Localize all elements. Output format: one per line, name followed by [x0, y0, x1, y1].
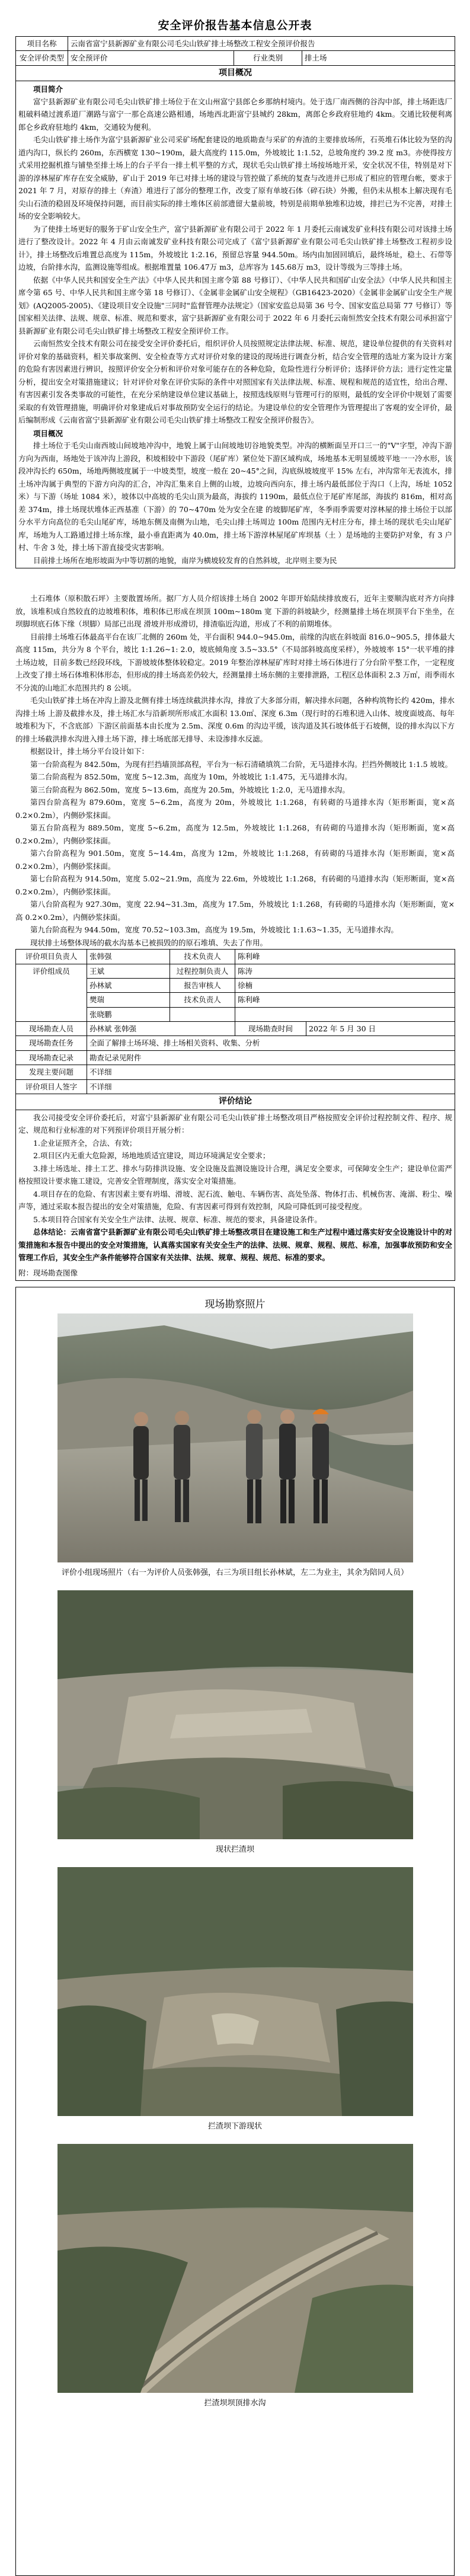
- project-name-label: 项目名称: [16, 37, 68, 51]
- industry-label: 行业类别: [234, 51, 302, 65]
- onsite-label: 现场勘查人员: [16, 1022, 87, 1036]
- attachment-note: 附：现场勘查图像: [18, 1268, 78, 1277]
- overview-p9: 目前排土场堆石体最高平台在该厂北侧的 260m 处，平台面积 944.0~945.0m，前缘的沟底在斜坡面 816.0~905.5，排体最大高度 115m，共分为 8 个平台，坡比 1:1.26~1: 2.0，坡底倾角度 3.5~33.5°（不局部斜坡高度采样），外坡坡率 15°一状平堆的排土场边坡，目前多数已经段环线，下游坡坡体整体较稳定。2019 年整治淳林屋矿库时对排土场石体进行了分台阶平整工作，一定程度上改变了排土场石体堆积体形态，但形成的排土场高差仍较大，经测量排土场东侧的主要排泄路，工程区总体面积 2.3 万㎡，雨季雨水不分流的山地汇水范围共约 8 公顷。: [15, 632, 455, 692]
- overview-p7: 目前排土场所在地形坡面为中等切割的地貌，南岸为横坡较发育的自然斜坡，北岸则主要为民: [33, 555, 337, 565]
- onsite-people: 孙林斌 张韩强: [87, 1022, 235, 1036]
- overview-p21: 现状排土场整体现场的截水沟基本已被损毁的的原石堆填、失去了作用。: [30, 938, 268, 947]
- conclusion-content: [16, 1110, 455, 1281]
- conclusion-p2: 1.企业证照齐全，合法、有效；: [33, 1138, 137, 1148]
- conclusion-overall: 总体结论：云南省富宁县新源矿业有限公司毛尖山铁矿排土场整改项目在建设施工和生产过程中通过落实好安全设施设计中的对策措施和本报告中提出的安全对策措施，认真落实国家有关安全生产的法律、法规、规章、规程、规范、标准，加强事故预防和安全管理工作后，其安全生产条件能够符合国家有关法律、法规、规章、规程、规范、标准的要求。: [18, 1228, 453, 1263]
- caption-dam: 现状拦渣坝: [215, 1845, 254, 1854]
- conclusion-header: 评价结论: [16, 1094, 455, 1110]
- industry: 排土场: [302, 51, 455, 65]
- overview-p3: 为了使排土场更好的服务于矿山安全生产，富宁县新源矿业有限公司于 2022 年 1 月委托云南诚发矿业科技有限公司对该排土场进行了整改设计。2022 年 4 月由云南诚发矿业科技有限公司完成了《富宁县新源矿业有限公司毛尖山铁矿排土场整改工程初步设计》，排土场整改后堆置总高度为 115m，外坡坡比 1:2.16，预留总容量 944.50m。场内由加固回填后，最终场址，稳土、石带等边坡，台阶排水沟，监测设施等组成。根据堆置量 106.47万 m3，总库容为 145.68万 m3，设计等级为三等排土场。: [18, 224, 453, 272]
- overview-p12: 第一台阶高程为 842.50m，为现有拦挡墙顶部高程，平台为一标石清碴填筑二台阶，无马道排水沟。拦挡外侧坡比 1:1.5 坡坡。: [30, 759, 453, 769]
- overview-p14: 第三台阶高程为 862.50m，宽度 5~13.6m，高度为 20.5m，外坡坡比 1:2.0，无马道排水沟。: [30, 785, 350, 794]
- overview-sub2: 项目概况: [33, 429, 63, 438]
- onsite-time-label: 现场勘查时间: [235, 1022, 306, 1036]
- overview-p15: 第四台阶高程为 879.60m，宽度 5~6.2m，高度为 20m，外坡坡比 1:1.268，有转砌的马道排水沟（矩形断面，宽×高 0.2×0.2m），内侧砂浆抹面。: [15, 798, 455, 820]
- photo-section: [15, 1287, 455, 2576]
- team-member: 樊瑞: [87, 993, 170, 1007]
- team-person: 徐楠: [235, 978, 455, 992]
- info-table: [15, 36, 455, 568]
- photo-section-title: 现场勘察照片: [204, 1299, 266, 1311]
- team-member: 孙林斌: [87, 978, 170, 992]
- caption-drain: 拦渣坝坝顶排水沟: [204, 2398, 266, 2408]
- conclusion-p4: 3.排土场选址、排土工艺、排水与防排洪设施、安全设施及监测设施设计合理，满足安全要求，可保障安全生产；建设单位需严格按照设计要求施工建设，完善安全管理制度，落实安全对策措施。: [18, 1164, 453, 1186]
- signature-label: 评价项目人签字: [16, 1079, 87, 1094]
- project-name: 云南省富宁县新源矿业有限公司毛尖山铁矿排土场整改工程安全预评价报告: [68, 37, 455, 51]
- overview-p8: 土石堆体（原积散石坪）主要散置场所。据厂方人员介绍该排土场自 2002 年即开始陆续排放废石，近年主要顺沟底对齐方向排放，该堆积成自然较直的边坡堆积体，堆积体已形成在坝顶 100m~180m 宽 下游的斜坡缺少，经测量排土场在坝顶平台下坐坐，在坝脚坝底石体下缘（坝脚）局部已出现 滑坡并形成滑切，排渣临近沟道，形成了不利的前期堆体。: [15, 594, 455, 629]
- signature: 不详细: [87, 1079, 455, 1094]
- overview-p4: 依据《中华人民共和国安全生产法》《中华人民共和国主席令第 88 号修订）、《中华人民共和国矿山安全法》（中华人民共和国主席令第 65 号、中华人民共和国主席令第 18 号修订）、《金属非金属矿山安全规程》（GB16423-2020）《金属非金属矿山安全生产规划》(AQ2005-2005)、《建设项目安全设施"三同时"监督管理办法规定》（国家安监总局第 36 号令、国家安监总局第 77 号修订）等国家相关法律、法规、规章、标准、规范和要求，富宁县新源矿业有限公司于 2022 年 6 月委托云南恒然安全技术有限公司承担富宁县新源矿业有限公司毛尖山铁矿排土场整改工程安全预评价工作。: [18, 275, 453, 335]
- col-role: 技术负责人: [170, 950, 235, 964]
- team-member: 张晓鹏: [87, 1007, 170, 1021]
- team-person: 陈利峰: [235, 993, 455, 1007]
- manager-name: 张韩强: [87, 950, 170, 964]
- eval-type: 安全预评价: [68, 51, 234, 65]
- overview-p6: 排土场位于毛尖山南西坡山间坡地冲沟中，地貌上属于山间坡地切谷地貌类型。冲沟的横断面呈开口三一的"V"字型，冲沟下游方向为西南，场地处于该冲沟上游段，积坡相较中下游段（尾矿库）紧位处下游区域构成，场地基本无明显缓坡平地一一冷水形，该段冲沟长约 650m，场地两侧坡度属于一中坡类型，坡度一般在 20~45°之间，沟底纵坡坡度平 15% 左右，冲沟常年无表流水，排土场冲沟属于典型的下游方向沟的汇合，冲沟汇集来自上侧的山坡，边坡向西向东，排土场内最低部位于沟口（上沟，场址 1052 米）与下游（场址 1084 米），坡体以中高坡的毛尖山顶为最高，海拔约 1190m，最低点位于尾矿库尾部，海拔约 816m，相对高差 374m，排土场现状堆体正西基准（下游）的 70~470m 处为安全在建 的坡脚尾矿库，冬季雨季需要对淳林屋的排土场位于以部分水平方向高位的毛尖山尾矿库，场地东侧及南侧为山地，毛尖山排土场周边 100m 范围内无村庄分布，排土场的现状毛尖山尾矿库，场地为人工路通过排土场东缘，最小垂直距离为 40.0m，排土场下游淳林屋尾矿库坝基（土 ）是场地的主要防护对象，有 3 户村、牛舍 3 处，排土场下游直接受灾害影响。: [18, 441, 453, 552]
- col-person: 陈利峰: [235, 950, 455, 964]
- overview-p17: 第六台阶高程为 901.50m，宽度 5~14.4m，高度为 12m，外坡坡比 1:1.268，有砖砌的马道排水沟（矩形断面，宽×高 0.2×0.2m），内侧砂浆抹面。: [15, 849, 455, 871]
- overview-p16: 第五台阶高程为 889.50m，宽度 5~6.2m，高度为 12.5m，外坡坡比 1:1.268，有砖砌的马道排水沟（矩形断面，宽×高 0.2×0.2m），内侧砂浆抹面。: [15, 823, 455, 845]
- conclusion-p6: 5.本项目符合国家有关安全生产法律、法规、规章、标准、规范的要求，具备建设条件。: [33, 1215, 322, 1224]
- onsite-time: 2022 年 5 月 30 日: [306, 1022, 455, 1036]
- team-person: [235, 1007, 455, 1021]
- tasks: 全面了解排土场环境、排土场相关资料、收集、分析: [87, 1036, 455, 1050]
- team-role: 技术负责人: [170, 993, 235, 1007]
- overview-p1: 富宁县新源矿业有限公司毛尖山铁矿排土场位于在文山州富宁县郎仑乡那纳村境内。处于选厂南西侧的谷沟中部，排土场距选厂粗破料碴过渡系道厂潮路与富宁一那仑高速公路相通，场地西北距富宁县城约 28km，离郎仑乡政府驻地约 4km。交通比较便利离郎仑乡政府驻地约 4km，交通较为便利。: [18, 97, 453, 132]
- conclusion-p1: 我公司接受安全评价委托后，对富宁县新源矿业有限公司毛尖山铁矿排土场整改项目严格按照安全评价过程控制文件、程序、规定、规范和行业标准的对下列预评价项目开展分析：: [18, 1113, 453, 1135]
- overview-continued: [15, 592, 455, 949]
- overview-p11: 根据设计，排土场分平台设计如下：: [30, 747, 149, 756]
- team-role: 报告审核人: [170, 978, 235, 992]
- team-table: [15, 949, 455, 1281]
- eval-team-label: 评价组成员: [16, 964, 87, 1022]
- caption-team: 评价小组现场照片（右一为评价人员张韩强，右三为项目组长孙林斌，左二为业主，其余为陪同人员）: [61, 1568, 408, 1578]
- manager-label: 评价项目负责人: [16, 950, 87, 964]
- photo-drain: [57, 2144, 413, 2393]
- problems: 不详细: [87, 1065, 455, 1079]
- overview-p19: 第八台阶高程为 927.30m，宽度 22.94~31.3m，高度为 17.5m，外坡坡比 1:1.268，有砖砌的马道排水沟（矩形断面，宽×高 0.2×0.2m），内侧砂浆抹面。: [15, 900, 455, 922]
- team-person: 陈涛: [235, 964, 455, 978]
- photo-dam: [57, 1590, 413, 1839]
- photo-team: [57, 1313, 413, 1562]
- overview-header: 项目概况: [16, 65, 455, 81]
- problems-label: 发现主要问题: [16, 1065, 87, 1079]
- overview-p18: 第七台阶高程为 914.50m，宽度 5.02~21.9m，高度为 22.6m，外坡坡比 1:1.268，有砖砌的马道排水沟（矩形断面，宽×高 0.2×0.2m），内侧砂浆抹面。: [15, 874, 455, 896]
- photo-downstream: [57, 1867, 413, 2116]
- record-label: 现场勘查记录: [16, 1050, 87, 1065]
- team-member: 王斌: [87, 964, 170, 978]
- overview-p5: 云南恒然安全技术有限公司在接受安全评价委托后，组织评价人员按照规定法律法规、标准、规范，建设单位提供的有关资料对评价对象的基础资料，相关事故案例、安全检查等方式对评价对象的建设的现场进行调查分析，结合安全管理的选址方案为设计方案的危险有害因素进行辨识，按照评价安全分析和评价对象可能存在的各种危险，危险性进行分析评价；选择评价方法；进行定性定量分析，提出安全对策措施建议；针对评价对象在评价实际的条件中对照国家有关法律法规、标准、规程和规范的适宜性，给出合理、有害因素引发各类事故的可能性，在充分采纳建设单位建议基础上，按照选线原则与管理可行的原则，最低的安全评价中规划了需要采取的有效管理措施，明确评价对象建成后对事故预防安全运行的结论。为建设单位的安全管理作为管理提出了客观的安全评价，最后编制形成《云南省富宁县新源矿业有限公司毛尖山铁矿排土场整改工程安全预评价报告》。: [18, 339, 453, 425]
- document-title: 安全评价报告基本信息公开表: [158, 19, 312, 32]
- overview-p20: 第九台阶高程为 944.50m，宽度 70.52~103.3m，高度为 19.5m，外坡坡比 1:1.63~1.35，无马道排水沟。: [30, 925, 398, 935]
- caption-downstream: 拦渣坝下游现状: [207, 2121, 262, 2131]
- overview-p2: 毛尖山铁矿排土场作为富宁县新源矿业公司采矿场配套建设的地质勘查与采矿的弃渣的主要排放场所，石英堆石体比较为坚的沟道内沟口，纵长约 260m，东西横宽 130~190m，最大高度约 115.0m，外坡坡比 1:1.52，总坡角度约 39.2 度 m3。亦使得按方式采用挖掘机推与铺垫至排土场上的台子平台一排土机平整的方式，现状毛尖山铁矿排土场按场地开采，安全状况不佳，特别是对下游的淳林屋矿库存在安全威胁，矿山于 2019 年已对排土场的建设与管控做了系统的复查与改进并已形成了相应的管理台帐，要求于 2021 年 7 月，对原存的排土（弃渣）堆进行了部分的整理工作，改变了原有单坡石体（碎石块）外搬，但仍未从根本上解决现有毛尖山石渣的稳固及环境保持问题，而目前实际的排土堆体区前部遗留大量前坡，特别是前期单独堆积边坡，排拦已为不完善，对排土场的安全影响较大。: [18, 135, 453, 221]
- conclusion-p5: 4.项目存在的危险、有害因素主要有坍塌、滑坡、泥石流、触电、车辆伤害、高处坠落、物体打击、机械伤害、淹溺、粉尘、噪声等，通过采取本报告提出的安全对策措施，危险、有害因素可得到有效控制，风险可降低到可接受程度。: [18, 1189, 453, 1212]
- eval-type-label: 安全评价类型: [16, 51, 68, 65]
- conclusion-p3: 2.项目区内无重大危险源，场地地质适宜建设，周边环境满足安全要求；: [33, 1151, 270, 1161]
- overview-content: [16, 81, 455, 568]
- overview-sub1: 项目简介: [33, 85, 63, 94]
- team-role: 过程控制负责人: [170, 964, 235, 978]
- tasks-label: 现场勘查任务: [16, 1036, 87, 1050]
- record: 勘查记录见附件: [87, 1050, 455, 1065]
- team-role: [170, 1007, 235, 1021]
- overview-p10: 毛尖山铁矿排土场在冲沟上游及北侧有排土场连续截洪排水沟，排放了大多部分雨，解决排水问题，各种构筑物长约 420m，排水沟排土场 上游及截排水及，排土场汇水与沿新坝所形成汇水面积 13.0㎡、深度 6.3m（现行时的石堆积进入山体、坡度面坡高、每年坡堆积为下，不含底部）下游区前面基本由长度为 2.5m、深度 0.6m 的沟边平缓，该沟道及其石坡体低于石坡侧，设的排水沟以下方的排土场截洪排水沟进入排土场下游，排土场底部无排导、未设渗排水反滤。: [15, 696, 455, 743]
- overview-p13: 第二台阶高程为 852.50m，宽度 5~12.3m，高度为 10m，外坡坡比 1:1.475，无马道排水沟。: [30, 772, 352, 782]
